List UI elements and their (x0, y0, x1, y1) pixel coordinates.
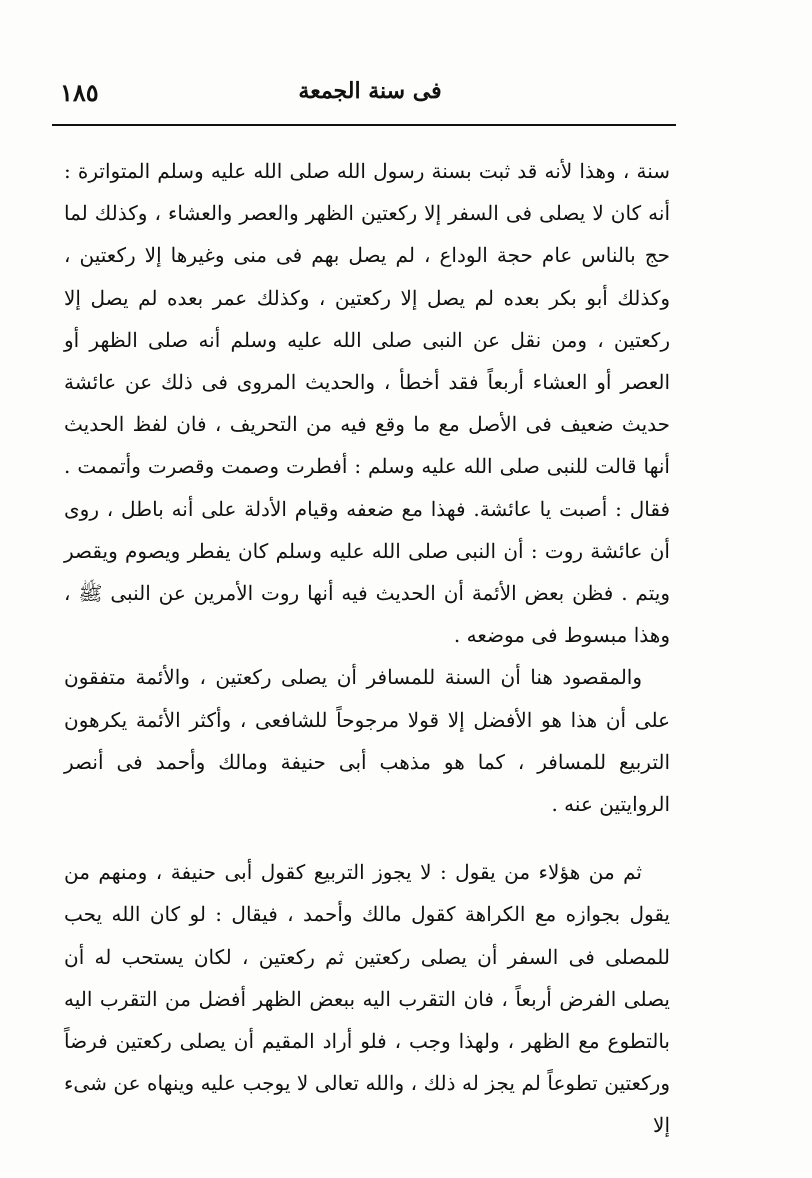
paragraph-3: ثم من هؤلاء من يقول : لا يجوز التربيع كقول أبى حنيفة ، ومنهم من يقول بجوازه مع الكراهة كقول مالك وأحمد ، فيقال : لو كان الله يحب للمصلى فى السفر أن يصلى ركعتين ثم ركعتين ، لكان يستحب له أن يصلى الفرض أربعاً ، فان التقرب اليه ببعض الظهر أفضل من التقرب اليه بالتطوع مع الظهر ، ولهذا وجب ، فلو أراد المقيم أن يصلى ركعتين فرضاً وركعتين تطوعاً لم يجز له ذلك ، والله تعالى لا يوجب عليه وينهاه عن شىء إلا (64, 860, 670, 1138)
running-title: فى سنة الجمعة (298, 78, 442, 104)
paragraph-2: والمقصود هنا أن السنة للمسافر أن يصلى ركعتين ، والأئمة متفقون على أن هذا هو الأفضل إلا قولا مرجوحاً للشافعى ، وأكثر الأئمة يكرهون التربيع للمسافر ، كما هو مذهب أبى حنيفة ومالك وأحمد فى أنصر الروايتين عنه . (64, 665, 670, 817)
paragraph-1: سنة ، وهذا لأنه قد ثبت بسنة رسول الله صلى الله عليه وسلم المتواترة : أنه كان لا يصلى فى السفر إلا ركعتين الظهر والعصر والعشاء ، وكذلك لما حج بالناس عام حجة الوداع ، لم يصل بهم فى منى وغيرها إلا ركعتين ، وكذلك أبو بكر بعده لم يصل إلا ركعتين ، وكذلك عمر بعده لم يصل إلا ركعتين ، ومن نقل عن النبى صلى الله عليه وسلم أنه صلى الظهر أو العصر أو العشاء أربعاً فقد أخطأ ، والحديث المروى فى ذلك عن عائشة حديث ضعيف فى الأصل مع ما وقع فيه من التحريف ، فان لفظ الحديث أنها قالت للنبى صلى الله عليه وسلم : أفطرت وصمت وقصرت وأتممت . فقال : أصبت يا عائشة. فهذا مع ضعفه وقيام الأدلة على أنه باطل ، روى أن عائشة روت : أن النبى صلى الله عليه وسلم كان يفطر ويصوم ويقصر ويتم . فظن بعض الأئمة أن الحديث فيه أنها روت الأمرين عن النبى ﷺ ، وهذا مبسوط فى موضعه . (64, 159, 671, 648)
page-header (60, 78, 680, 118)
body-text (64, 150, 670, 1147)
header-divider (52, 124, 676, 126)
page-number: ١٨٥ (60, 78, 99, 107)
